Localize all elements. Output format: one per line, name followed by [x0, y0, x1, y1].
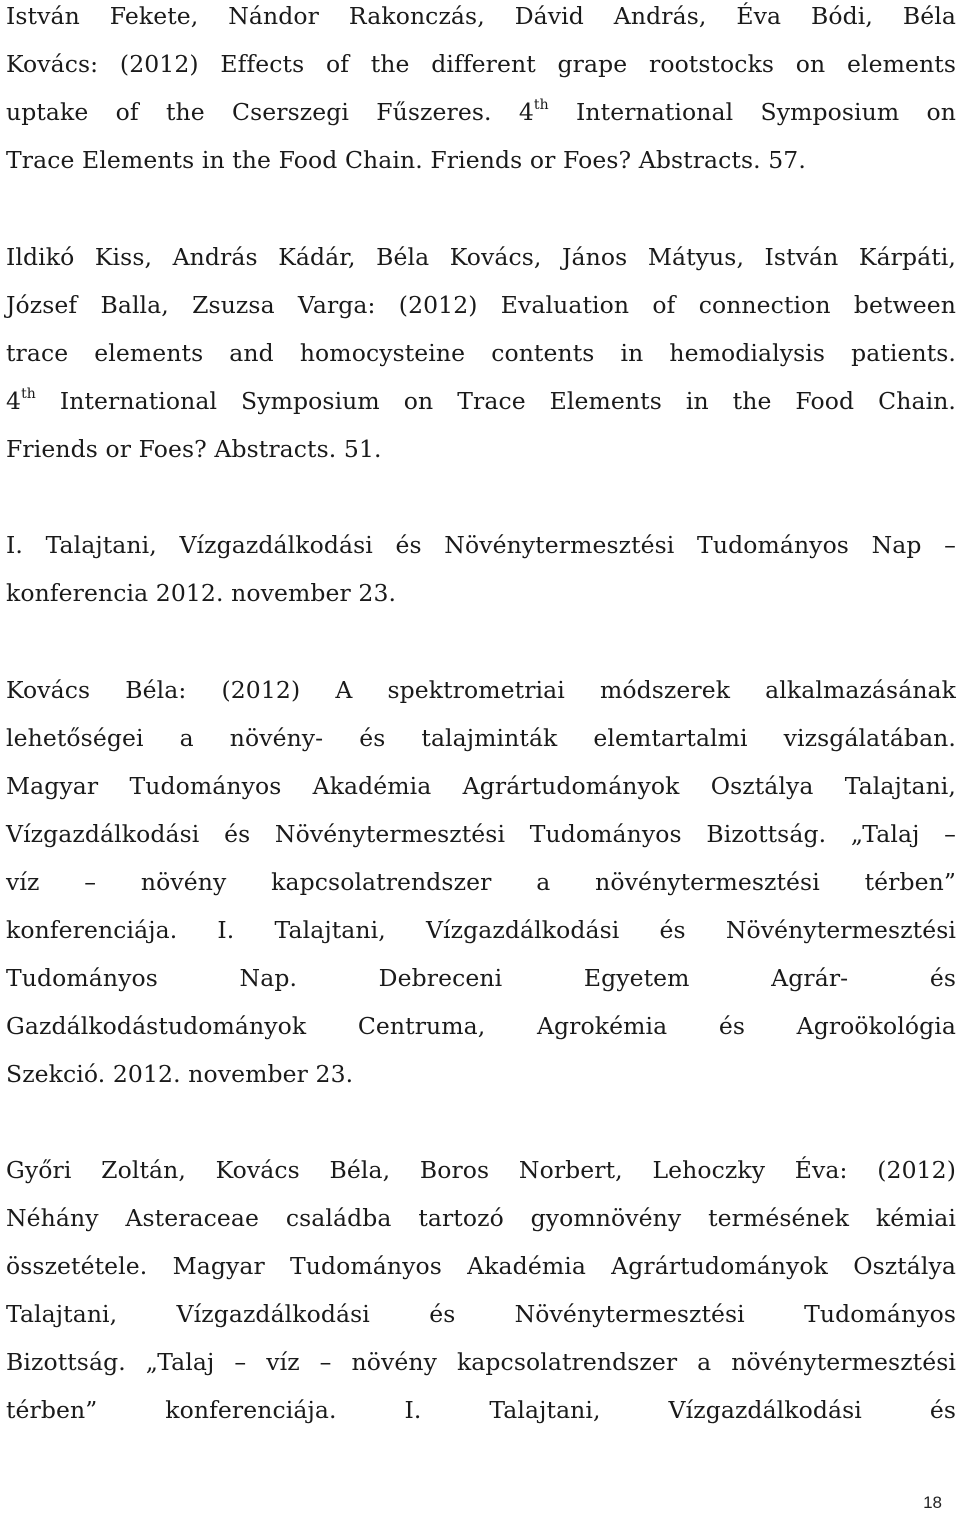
entry-line: [6, 88, 956, 136]
entry-line: víz – növény kapcsolatrendszer a növénytermesztési térben”: [6, 868, 956, 896]
reference-entry-kiss: [6, 233, 956, 473]
entry-line: István Fekete, Nándor Rakonczás, Dávid András, Éva Bódi, Béla: [6, 2, 956, 30]
entry-line: trace elements and homocysteine contents in hemodialysis patients.: [6, 339, 956, 367]
entry-line: Vízgazdálkodási és Növénytermesztési Tudományos Bizottság. „Talaj –: [6, 820, 956, 848]
reference-entry-gyori: [6, 1146, 956, 1434]
entry-line: [6, 377, 956, 425]
entry-line: Gazdálkodástudományok Centruma, Agrokémia és Agroökológia: [6, 1012, 956, 1040]
entry-line: összetétele. Magyar Tudományos Akadémia Agrártudományok Osztálya: [6, 1252, 956, 1280]
entry-line: konferenciája. I. Talajtani, Vízgazdálkodási és Növénytermesztési: [6, 916, 956, 944]
entry-line: konferencia 2012. november 23.: [6, 579, 397, 607]
entry-text: International Symposium on Trace Elements in the Food Chain.: [35, 387, 956, 415]
entry-line: térben” konferenciája. I. Talajtani, Vízgazdálkodási és: [6, 1396, 956, 1424]
entry-line: Talajtani, Vízgazdálkodási és Növénytermesztési Tudományos: [6, 1300, 956, 1328]
entry-text: International Symposium on: [548, 98, 956, 126]
entry-line: Szekció. 2012. november 23.: [6, 1060, 354, 1088]
entry-line: I. Talajtani, Vízgazdálkodási és Növénytermesztési Tudományos Nap –: [6, 531, 956, 559]
reference-entry-kovacs: [6, 666, 956, 1098]
entry-line: József Balla, Zsuzsa Varga: (2012) Evaluation of connection between: [6, 291, 956, 319]
entry-text: 4: [6, 387, 22, 415]
page-number: 18: [923, 1493, 942, 1512]
entry-line: Ildikó Kiss, András Kádár, Béla Kovács, János Mátyus, István Kárpáti,: [6, 243, 956, 271]
entry-line: Magyar Tudományos Akadémia Agrártudományok Osztálya Talajtani,: [6, 772, 956, 800]
reference-entry-fekete: [6, 0, 956, 184]
entry-line: Győri Zoltán, Kovács Béla, Boros Norbert, Lehoczky Éva: (2012): [6, 1156, 956, 1184]
conference-heading: [6, 521, 956, 617]
entry-line: Kovács Béla: (2012) A spektrometriai módszerek alkalmazásának: [6, 676, 956, 704]
superscript: th: [21, 386, 36, 403]
entry-line: Trace Elements in the Food Chain. Friends or Foes? Abstracts. 57.: [6, 146, 806, 174]
entry-line: Friends or Foes? Abstracts. 51.: [6, 435, 382, 463]
superscript: th: [533, 97, 549, 114]
entry-line: lehetőségei a növény- és talajminták elemtartalmi vizsgálatában.: [6, 724, 956, 752]
entry-line: Tudományos Nap. Debreceni Egyetem Agrár- és: [6, 964, 956, 992]
entry-line: Kovács: (2012) Effects of the different grape rootstocks on elements: [6, 50, 956, 78]
entry-line: Néhány Asteraceae családba tartozó gyomnövény termésének kémiai: [6, 1204, 956, 1232]
entry-line: Bizottság. „Talaj – víz – növény kapcsolatrendszer a növénytermesztési: [6, 1348, 956, 1376]
entry-text: uptake of the Cserszegi Fűszeres. 4: [6, 98, 534, 126]
